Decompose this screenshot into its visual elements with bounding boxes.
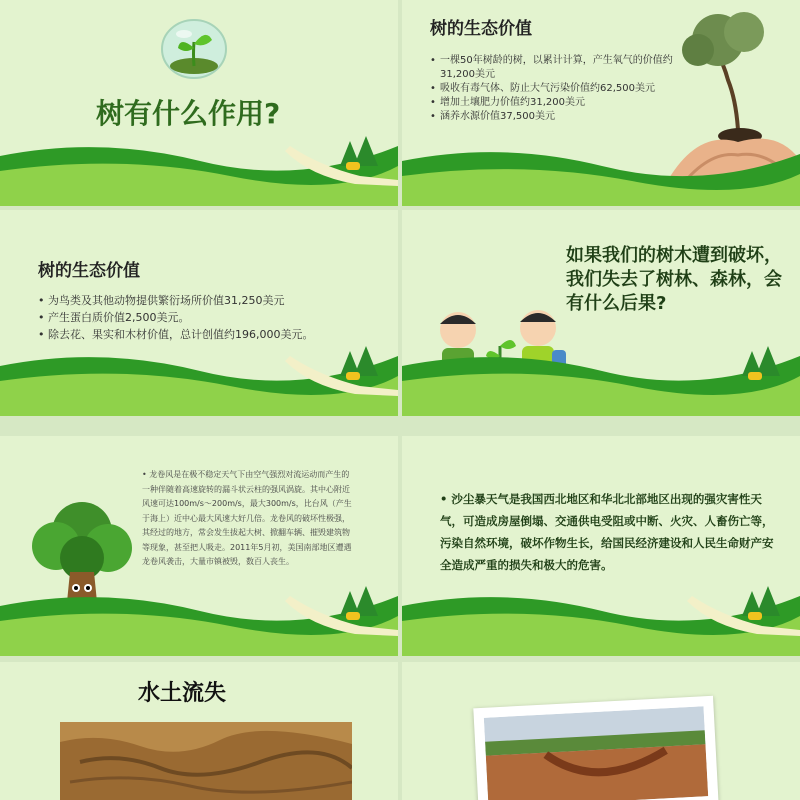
erosion-photo bbox=[60, 722, 352, 800]
landscape-illustration bbox=[0, 136, 398, 206]
slide-6[interactable] bbox=[402, 436, 800, 656]
landscape-illustration bbox=[0, 586, 398, 656]
slide-heading: 树的生态价值 bbox=[430, 19, 532, 39]
landscape-illustration bbox=[402, 586, 800, 656]
photo-frame bbox=[473, 696, 718, 800]
slide-question: 如果我们的树木遭到破坏，我们失去了树林、森林，会有什么后果? bbox=[566, 245, 782, 314]
list-item: • 吸收有毒气体、防止大气污染价值约62,500美元 bbox=[430, 82, 690, 96]
paragraph-text: 龙卷风是在极不稳定天气下由空气强烈对流运动而产生的一种伴随着高速旋转的漏斗状云柱的强风涡旋。其中心附近风速可达100m/s～200m/s，最大300m/s，比台风（产生于海上）近中心最大风速大好几倍。龙卷风的破坏性极强，其经过的地方，常会发生拔起大树、掀翻车辆、摧毁建筑物等现象，甚至把人吸走。2011年5月初，美国南部地区遭遇龙卷风袭击，大量市镇被毁，数百人丧生。 bbox=[142, 470, 352, 566]
sprout-orb-icon bbox=[160, 18, 228, 80]
slide-heading: 树的生态价值 bbox=[38, 261, 140, 281]
tornado-paragraph bbox=[142, 468, 356, 570]
slide-5[interactable] bbox=[0, 436, 398, 656]
slide-title: 水土流失 bbox=[138, 681, 227, 706]
paragraph-text: 沙尘暴天气是我国西北地区和华北北部地区出现的强灾害性天气，可造成房屋倒塌、交通供电受阻或中断、火灾、人畜伤亡等，污染自然环境，破坏作物生长，给国民经济建设和人民生命财产安全造成严重的损失和极大的危害。 bbox=[440, 492, 774, 572]
slide-3[interactable] bbox=[0, 210, 398, 416]
slide-8[interactable] bbox=[402, 662, 800, 800]
list-item: • 一棵50年树龄的树，以累计计算，产生氧气的价值约31,200美元 bbox=[430, 54, 690, 82]
landscape-illustration bbox=[402, 346, 800, 416]
bullet-list bbox=[38, 292, 368, 343]
bullet-dot: • bbox=[142, 470, 150, 479]
slide-1[interactable] bbox=[0, 0, 398, 206]
bullet-list bbox=[430, 54, 690, 124]
slide-7[interactable] bbox=[0, 662, 398, 800]
list-item: • 除去花、果实和木材价值，总计创值约196,000美元。 bbox=[38, 326, 368, 343]
slide-title: 树有什么作用? bbox=[96, 97, 281, 130]
sandstorm-paragraph bbox=[440, 488, 780, 576]
list-item: • 增加土壤肥力价值约31,200美元 bbox=[430, 96, 690, 110]
slide-2[interactable] bbox=[402, 0, 800, 206]
list-item: • 涵养水源价值37,500美元 bbox=[430, 110, 690, 124]
landscape-illustration bbox=[402, 136, 800, 206]
bullet-dot: • bbox=[440, 492, 452, 506]
slide-4[interactable] bbox=[402, 210, 800, 416]
gully-photo bbox=[484, 706, 708, 800]
list-item: • 为鸟类及其他动物提供繁衍场所价值31,250美元 bbox=[38, 292, 368, 309]
list-item: • 产生蛋白质价值2,500美元。 bbox=[38, 309, 368, 326]
landscape-illustration bbox=[0, 346, 398, 416]
